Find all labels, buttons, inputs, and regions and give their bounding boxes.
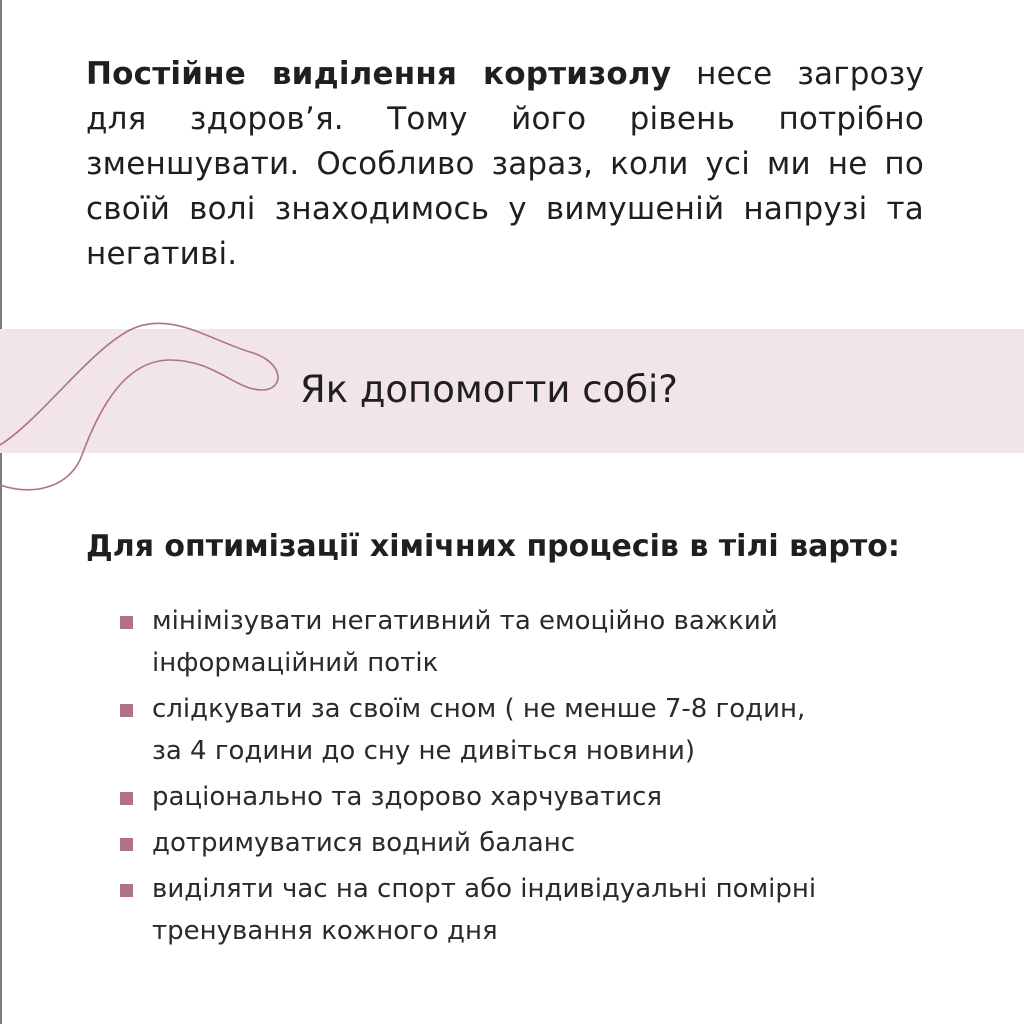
square-bullet-icon: [120, 616, 133, 629]
list-item: [120, 868, 940, 952]
tip-line: виділяти час на спорт або індивідуальні помірні: [152, 874, 817, 904]
intro-paragraph: [86, 52, 924, 277]
tip-line: дотримуватися водний баланс: [152, 828, 576, 858]
square-bullet-icon: [120, 838, 133, 851]
tip-line: інформаційний потік: [152, 648, 439, 678]
square-bullet-icon: [120, 884, 133, 897]
tips-list: [120, 600, 940, 956]
tip-line: тренування кожного дня: [152, 916, 498, 946]
tip-line: за 4 години до сну не дивіться новини): [152, 736, 696, 766]
tip-line: мінімізувати негативний та емоційно важкий: [152, 606, 778, 636]
list-item: [120, 600, 940, 684]
list-item: [120, 688, 940, 772]
tip-line: слідкувати за своїм сном ( не менше 7-8 годин,: [152, 694, 806, 724]
list-item: [120, 776, 940, 818]
swirl-path: [0, 323, 278, 489]
list-item: [120, 822, 940, 864]
tip-line: раціонально та здорово харчуватися: [152, 782, 663, 812]
help-yourself-title: Як допомогти собі?: [300, 368, 678, 411]
intro-rest: несе загрозу для здоров’я. Тому його рівень потрібно зменшувати. Особливо зараз, коли усі ми не по своїй волі знаходимось у вимушеній напрузі та негативі.: [86, 56, 924, 272]
square-bullet-icon: [120, 704, 133, 717]
decorative-swirl-icon: [0, 290, 300, 520]
section-heading: Для оптимізації хімічних процесів в тілі варто:: [86, 529, 900, 564]
intro-bold-lead: Постійне виділення кортизолу: [86, 56, 672, 92]
square-bullet-icon: [120, 792, 133, 805]
